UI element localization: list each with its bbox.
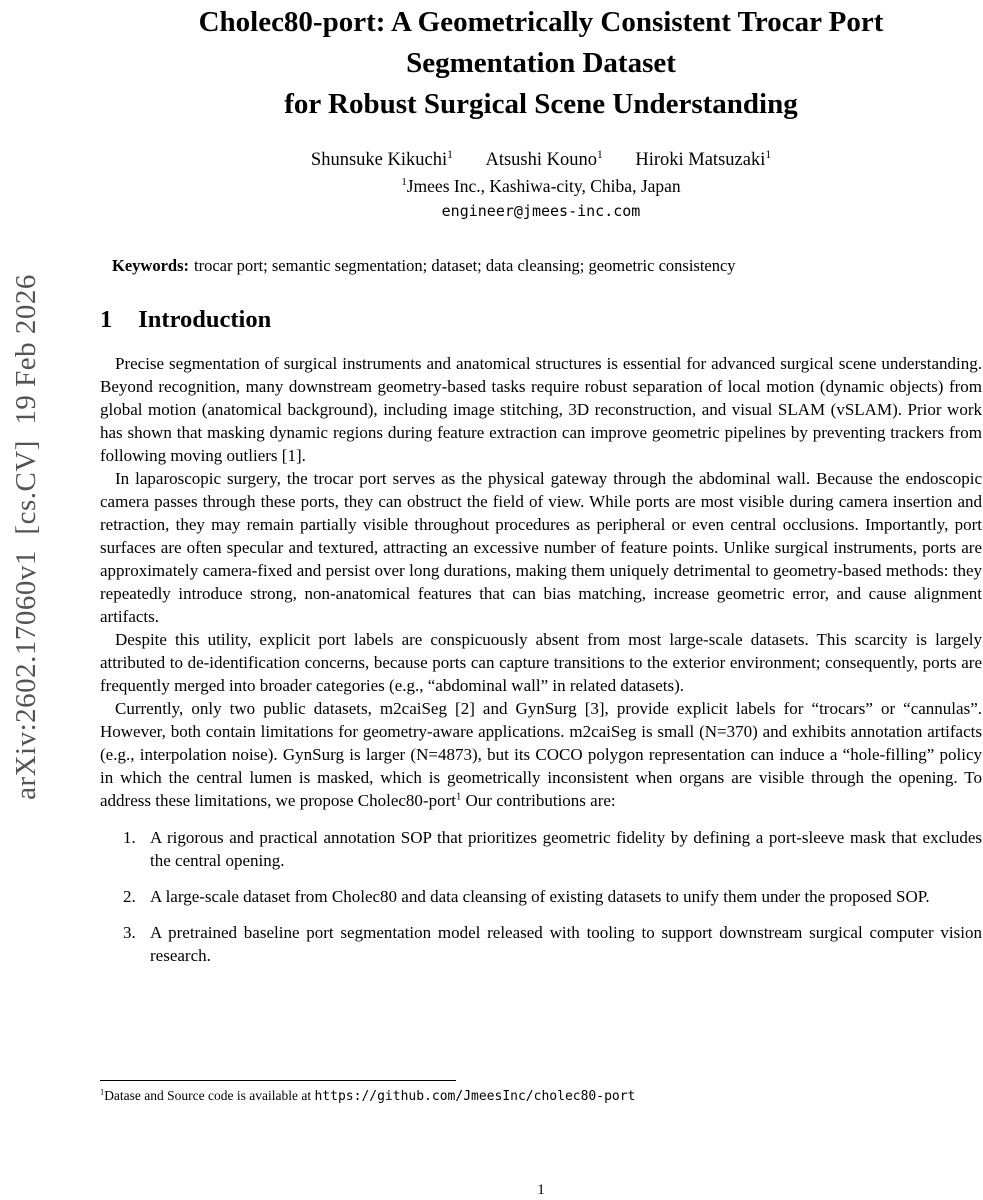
list-item-text: A rigorous and practical annotation SOP that prioritizes geometric fidelity by defining a port-sleeve mask that excludes the central opening. [150,828,982,870]
keywords-label: Keywords: [112,256,189,275]
affiliation-mark: 1 [401,176,407,189]
list-item-number: 2. [123,887,136,906]
paragraph-4-tail: Our contributions are: [461,791,616,810]
list-item-number: 3. [123,923,136,942]
page-number: 1 [537,1182,545,1198]
keywords-line [100,256,982,276]
author-3 [635,150,771,171]
list-item-number: 1. [123,828,136,847]
list-item-text: A pretrained baseline port segmentation model released with tooling to support downstream surgical computer vision research. [150,923,982,965]
footnote [100,1080,980,1104]
author-1 [311,150,453,171]
paper-title [100,0,982,125]
paper-title-line-2: Segmentation Dataset [406,47,676,79]
footnote-reference-mark: 1 [455,791,462,803]
footnote-text: Datase and Source code is available at [104,1088,315,1103]
author-3-affiliation-mark: 1 [765,148,772,161]
author-1-affiliation-mark: 1 [447,148,453,161]
affiliation-text: Jmees Inc., Kashiwa-city, Chiba, Japan [406,176,681,196]
list-item-text: A large-scale dataset from Cholec80 and data cleansing of existing datasets to unify them under the proposed SOP. [150,887,930,906]
paragraph-4-text: Currently, only two public datasets, m2caiSeg [2] and GynSurg [3], provide explicit labels for “trocars” or “cannulas”. However, both contain limitations for geometry-aware applications. m2caiSeg is small (N=370) and exhibits annotation artifacts (e.g., interpolation noise). GynSurg is larger (N=4873), but its COCO polygon representation can induce a “hole-filling” policy in which the central lumen is masked, which is geometrically inconsistent when organs are visible through the opening. To address these limitations, we propose Cholec80-port [100,699,982,810]
paper-title-line-1: Cholec80-port: A Geometrically Consistent Trocar Port [198,6,884,38]
author-2 [485,150,602,171]
paper-page [100,0,982,980]
author-3-name: Hiroki Matsuzaki [635,150,766,170]
arxiv-watermark: arXiv:2602.17060v1 [cs.CV] 19 Feb 2026 [10,274,42,800]
author-list [100,150,982,171]
author-2-name: Atsushi Kouno [485,150,597,170]
paragraph-4 [100,697,982,812]
footnote-mark: 1 [100,1087,105,1097]
paragraph-2: In laparoscopic surgery, the trocar port serves as the physical gateway through the abdominal wall. Because the endoscopic camera passes through these ports, they can obstruct the field of view. While ports are most visible during camera insertion and retraction, they may remain partially visible throughout procedures as peripheral or even central occlusions. Importantly, port surfaces are often specular and textured, attracting an excessive number of feature points. Unlike surgical instruments, ports are approximately camera-fixed and persist over long durations, making them uniquely detrimental to geometry-based methods: they repeatedly introduce strong, non-anatomical features that can bias matching, increase geometric error, and cause alignment artifacts. [100,469,982,626]
paper-title-line-3: for Robust Surgical Scene Understanding [284,88,798,120]
footnote-url[interactable]: https://github.com/JmeesInc/cholec80-port [314,1089,636,1104]
section-number: 1 [100,306,113,333]
list-item [100,826,982,872]
contact-email[interactable]: engineer@jmees-inc.com [441,202,641,220]
paragraph-3: Despite this utility, explicit port labels are conspicuously absent from most large-scale datasets. This scarcity is largely attributed to de-identification concerns, because ports can capture transitions to the exterior environment; consequently, ports are frequently merged into broader categories (e.g., “abdominal wall” in related datasets). [100,630,982,695]
author-1-name: Shunsuke Kikuchi [310,150,448,170]
keywords-text: trocar port; semantic segmentation; dataset; data cleansing; geometric consistency [194,256,736,275]
list-item [100,921,982,967]
list-item [100,885,982,908]
section-heading-introduction [100,306,982,334]
footnote-rule [100,1080,456,1081]
author-2-affiliation-mark: 1 [596,148,603,161]
section-title: Introduction [138,306,272,333]
contributions-list [100,826,982,967]
affiliation [100,176,982,197]
paragraph-1: Precise segmentation of surgical instruments and anatomical structures is essential for advanced surgical scene understanding. Beyond recognition, many downstream geometry-based tasks require robust separation of local motion (dynamic objects) from global motion (anatomical background), including image stitching, 3D reconstruction, and visual SLAM (vSLAM). Prior work has shown that masking dynamic regions during feature extraction can improve geometric pipelines by preventing trackers from following moving outliers [1]. [100,354,982,465]
